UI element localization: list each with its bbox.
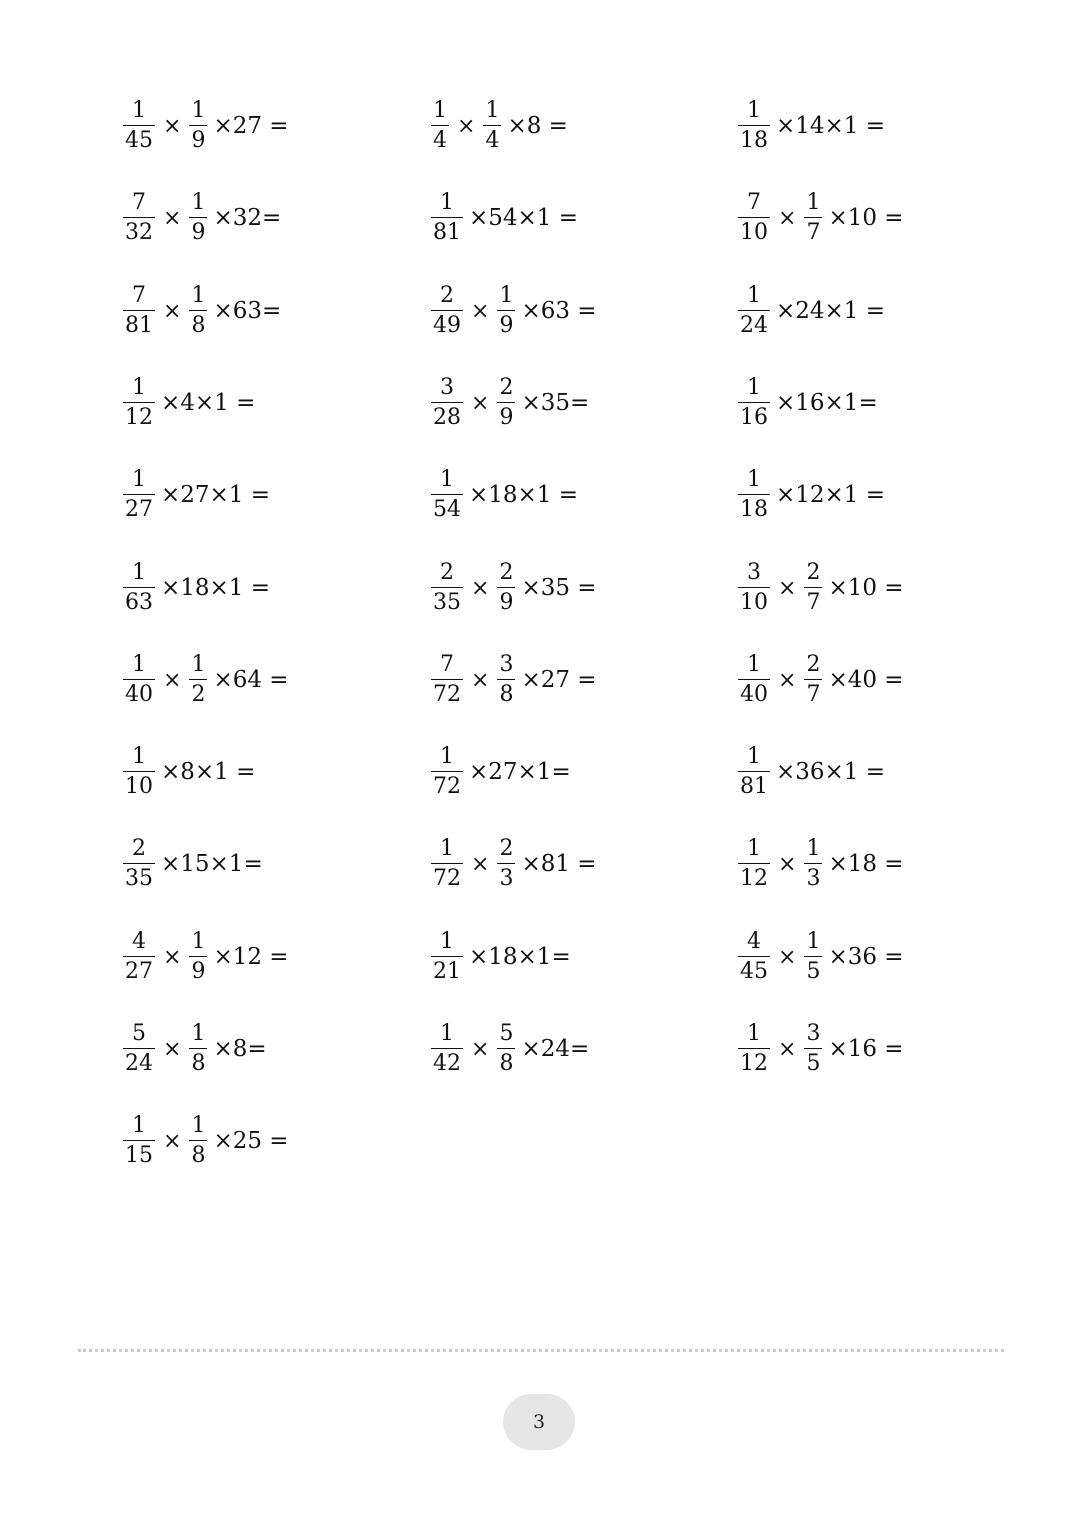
problem-item (121, 834, 263, 894)
problem-item (736, 188, 904, 248)
fraction-numerator: 1 (747, 1021, 761, 1046)
fraction-denominator: 8 (189, 1048, 207, 1075)
fraction-denominator: 9 (497, 310, 515, 337)
fraction (431, 838, 463, 890)
fraction-denominator: 27 (123, 956, 155, 983)
expression-tail: ×10 = (828, 205, 904, 231)
fraction-numerator: 2 (440, 560, 454, 585)
times-operator: × (163, 113, 182, 139)
expression-tail: ×63= (213, 298, 282, 324)
fraction-numerator: 1 (191, 190, 206, 215)
fraction-denominator: 8 (497, 679, 515, 706)
fraction (123, 192, 155, 244)
fraction (431, 469, 463, 521)
fraction-numerator: 1 (440, 1021, 454, 1046)
fraction (804, 1023, 822, 1075)
problem-item (736, 373, 878, 433)
footer-divider (78, 1349, 1004, 1352)
problem-item (429, 96, 568, 156)
times-operator: × (778, 851, 797, 877)
fraction (189, 285, 207, 337)
expression-tail: ×32= (213, 205, 282, 231)
problem-item (429, 927, 571, 987)
fraction-numerator: 1 (132, 467, 146, 492)
expression-tail: ×27×1= (469, 759, 571, 785)
expression-tail: ×16×1= (776, 390, 878, 416)
problem-item (429, 834, 597, 894)
expression-tail: ×27 = (213, 113, 289, 139)
problem-item (121, 373, 255, 433)
fraction (123, 562, 155, 614)
fraction-numerator: 1 (485, 98, 500, 123)
expression-tail: ×63 = (521, 298, 597, 324)
expression-tail: ×15×1= (161, 851, 263, 877)
fraction-numerator: 1 (132, 652, 146, 677)
fraction-numerator: 2 (499, 375, 514, 400)
fraction (123, 746, 155, 798)
fraction-numerator: 1 (191, 283, 206, 308)
expression-tail: ×10 = (828, 575, 904, 601)
problem-item (429, 742, 571, 802)
fraction-numerator: 1 (747, 375, 761, 400)
fraction (189, 192, 207, 244)
problem-item (429, 281, 597, 341)
fraction-numerator: 1 (806, 836, 821, 861)
fraction-numerator: 1 (747, 652, 761, 677)
fraction-denominator: 4 (483, 125, 501, 152)
fraction-denominator: 8 (189, 310, 207, 337)
page-number-badge (503, 1394, 575, 1450)
fraction-numerator: 1 (440, 929, 454, 954)
fraction (123, 285, 155, 337)
fraction-numerator: 1 (499, 283, 514, 308)
fraction (189, 654, 207, 706)
fraction-numerator: 5 (499, 1021, 514, 1046)
problem-item (736, 1019, 904, 1079)
fraction-denominator: 4 (431, 125, 449, 152)
fraction-denominator: 81 (123, 310, 155, 337)
problem-item (121, 1111, 289, 1171)
times-operator: × (778, 575, 797, 601)
fraction-denominator: 40 (738, 679, 770, 706)
fraction-numerator: 1 (440, 836, 454, 861)
expression-tail: ×18×1 = (161, 575, 271, 601)
fraction-denominator: 24 (738, 310, 770, 337)
fraction-denominator: 16 (738, 402, 770, 429)
fraction-denominator: 18 (738, 125, 770, 152)
fraction-numerator: 1 (433, 98, 447, 123)
fraction (738, 1023, 770, 1075)
problem-item (121, 558, 270, 618)
fraction-numerator: 1 (132, 1113, 146, 1138)
fraction-numerator: 1 (191, 929, 206, 954)
page-number: 3 (532, 1411, 546, 1433)
fraction (497, 838, 515, 890)
fraction-numerator: 2 (440, 283, 454, 308)
fraction-denominator: 28 (431, 402, 463, 429)
expression-tail: ×18×1 = (469, 482, 579, 508)
fraction-numerator: 7 (440, 652, 454, 677)
fraction (738, 746, 770, 798)
expression-tail: ×24×1 = (776, 298, 886, 324)
fraction-numerator: 1 (191, 1113, 206, 1138)
expression-tail: ×35 = (521, 575, 597, 601)
problem-item (121, 188, 281, 248)
times-operator: × (163, 667, 182, 693)
fraction (738, 469, 770, 521)
fraction (123, 931, 155, 983)
fraction-numerator: 1 (191, 98, 206, 123)
expression-tail: ×4×1 = (161, 390, 256, 416)
fraction-numerator: 2 (499, 560, 514, 585)
times-operator: × (163, 944, 182, 970)
times-operator: × (471, 851, 490, 877)
fraction-numerator: 3 (440, 375, 454, 400)
problem-item (736, 927, 904, 987)
fraction (431, 654, 463, 706)
fraction-numerator: 7 (747, 190, 761, 215)
fraction-denominator: 8 (189, 1140, 207, 1167)
expression-tail: ×81 = (521, 851, 597, 877)
problem-item (429, 373, 589, 433)
fraction (738, 192, 770, 244)
fraction-denominator: 72 (431, 863, 463, 890)
fraction-numerator: 4 (132, 929, 146, 954)
problem-item (429, 558, 597, 618)
times-operator: × (778, 1036, 797, 1062)
fraction (497, 654, 515, 706)
fraction-denominator: 35 (123, 863, 155, 890)
fraction-denominator: 49 (431, 310, 463, 337)
fraction (189, 1023, 207, 1075)
fraction-denominator: 21 (431, 956, 463, 983)
fraction-denominator: 24 (123, 1048, 155, 1075)
times-operator: × (163, 205, 182, 231)
fraction-denominator: 7 (804, 679, 822, 706)
times-operator: × (163, 1128, 182, 1154)
fraction-numerator: 3 (499, 652, 514, 677)
times-operator: × (163, 1036, 182, 1062)
fraction-denominator: 18 (738, 494, 770, 521)
fraction-numerator: 1 (191, 652, 206, 677)
fraction-denominator: 81 (431, 217, 463, 244)
problem-item (736, 558, 904, 618)
fraction-denominator: 15 (123, 1140, 155, 1167)
fraction (431, 192, 463, 244)
fraction (123, 100, 155, 152)
fraction-numerator: 7 (132, 190, 146, 215)
fraction-denominator: 3 (804, 863, 822, 890)
expression-tail: ×18×1= (469, 944, 571, 970)
problem-item (736, 465, 885, 525)
fraction-denominator: 9 (497, 402, 515, 429)
expression-tail: ×14×1 = (776, 113, 886, 139)
fraction (123, 377, 155, 429)
fraction-denominator: 5 (804, 1048, 822, 1075)
fraction-numerator: 1 (440, 467, 454, 492)
fraction-denominator: 72 (431, 771, 463, 798)
expression-tail: ×64 = (213, 667, 289, 693)
fraction (738, 654, 770, 706)
fraction-denominator: 9 (189, 125, 207, 152)
fraction-numerator: 1 (747, 467, 761, 492)
fraction-denominator: 54 (431, 494, 463, 521)
fraction-numerator: 2 (806, 560, 821, 585)
expression-tail: ×25 = (213, 1128, 289, 1154)
fraction-numerator: 1 (440, 190, 454, 215)
times-operator: × (457, 113, 476, 139)
problem-item (121, 281, 281, 341)
problem-item (121, 650, 289, 710)
fraction-denominator: 7 (804, 217, 822, 244)
fraction-numerator: 2 (806, 652, 821, 677)
fraction-denominator: 10 (738, 587, 770, 614)
fraction-numerator: 3 (806, 1021, 821, 1046)
fraction-denominator: 8 (497, 1048, 515, 1075)
fraction (738, 562, 770, 614)
fraction (123, 1115, 155, 1167)
fraction-numerator: 5 (132, 1021, 146, 1046)
problem-item (121, 465, 270, 525)
expression-tail: ×54×1 = (469, 205, 579, 231)
times-operator: × (778, 205, 797, 231)
problem-item (736, 281, 885, 341)
fraction (431, 746, 463, 798)
fraction-denominator: 3 (497, 863, 515, 890)
expression-tail: ×27 = (521, 667, 597, 693)
fraction (431, 1023, 463, 1075)
fraction (123, 838, 155, 890)
problem-item (736, 650, 904, 710)
times-operator: × (471, 575, 490, 601)
problem-item (121, 1019, 267, 1079)
expression-tail: ×12 = (213, 944, 289, 970)
expression-tail: ×36 = (828, 944, 904, 970)
fraction-numerator: 2 (499, 836, 514, 861)
fraction-numerator: 4 (747, 929, 761, 954)
fraction-denominator: 12 (123, 402, 155, 429)
times-operator: × (778, 667, 797, 693)
fraction (804, 192, 822, 244)
fraction (497, 1023, 515, 1075)
fraction (497, 377, 515, 429)
problem-item (736, 834, 904, 894)
fraction-denominator: 12 (738, 863, 770, 890)
expression-tail: ×40 = (828, 667, 904, 693)
fraction-denominator: 2 (189, 679, 207, 706)
fraction (738, 838, 770, 890)
fraction (189, 100, 207, 152)
problem-item (429, 1019, 589, 1079)
expression-tail: ×8= (213, 1036, 267, 1062)
fraction-denominator: 45 (738, 956, 770, 983)
expression-tail: ×8 = (507, 113, 568, 139)
fraction-denominator: 10 (738, 217, 770, 244)
fraction-numerator: 1 (440, 744, 454, 769)
fraction-numerator: 2 (132, 836, 146, 861)
fraction (123, 1023, 155, 1075)
fraction (189, 1115, 207, 1167)
problem-item (121, 96, 289, 156)
fraction (497, 562, 515, 614)
problem-item (429, 650, 597, 710)
fraction-denominator: 81 (738, 771, 770, 798)
problem-item (736, 96, 885, 156)
problem-item (121, 742, 255, 802)
fraction (123, 654, 155, 706)
fraction-numerator: 1 (747, 744, 761, 769)
fraction (497, 285, 515, 337)
fraction (738, 377, 770, 429)
times-operator: × (471, 390, 490, 416)
fraction-numerator: 1 (747, 98, 761, 123)
problem-item (736, 742, 885, 802)
expression-tail: ×35= (521, 390, 590, 416)
fraction (431, 377, 463, 429)
fraction-denominator: 40 (123, 679, 155, 706)
fraction (431, 562, 463, 614)
fraction (123, 469, 155, 521)
fraction-numerator: 1 (191, 1021, 206, 1046)
fraction-denominator: 9 (189, 217, 207, 244)
expression-tail: ×27×1 = (161, 482, 271, 508)
problem-item (121, 927, 289, 987)
times-operator: × (163, 298, 182, 324)
fraction-numerator: 1 (747, 836, 761, 861)
times-operator: × (778, 944, 797, 970)
fraction-denominator: 32 (123, 217, 155, 244)
fraction-denominator: 7 (804, 587, 822, 614)
fraction-numerator: 1 (806, 929, 821, 954)
fraction-denominator: 9 (497, 587, 515, 614)
fraction-denominator: 63 (123, 587, 155, 614)
fraction-denominator: 35 (431, 587, 463, 614)
fraction-numerator: 7 (132, 283, 146, 308)
fraction (483, 100, 501, 152)
times-operator: × (471, 667, 490, 693)
fraction (431, 100, 449, 152)
times-operator: × (471, 1036, 490, 1062)
problem-item (429, 188, 578, 248)
expression-tail: ×12×1 = (776, 482, 886, 508)
fraction-denominator: 5 (804, 956, 822, 983)
fraction-denominator: 27 (123, 494, 155, 521)
expression-tail: ×8×1 = (161, 759, 256, 785)
problem-item (429, 465, 578, 525)
expression-tail: ×36×1 = (776, 759, 886, 785)
fraction (738, 100, 770, 152)
fraction (804, 654, 822, 706)
times-operator: × (471, 298, 490, 324)
fraction-denominator: 12 (738, 1048, 770, 1075)
fraction-numerator: 1 (132, 744, 146, 769)
fraction-denominator: 72 (431, 679, 463, 706)
fraction-numerator: 1 (132, 375, 146, 400)
fraction-denominator: 42 (431, 1048, 463, 1075)
fraction (738, 285, 770, 337)
fraction (431, 285, 463, 337)
fraction-denominator: 45 (123, 125, 155, 152)
fraction-numerator: 1 (806, 190, 821, 215)
fraction-denominator: 10 (123, 771, 155, 798)
fraction (189, 931, 207, 983)
fraction-denominator: 9 (189, 956, 207, 983)
expression-tail: ×18 = (828, 851, 904, 877)
fraction (431, 931, 463, 983)
fraction-numerator: 1 (132, 98, 146, 123)
fraction-numerator: 1 (132, 560, 146, 585)
fraction (804, 838, 822, 890)
fraction (804, 931, 822, 983)
expression-tail: ×16 = (828, 1036, 904, 1062)
fraction (738, 931, 770, 983)
fraction-numerator: 1 (747, 283, 761, 308)
expression-tail: ×24= (521, 1036, 590, 1062)
fraction (804, 562, 822, 614)
fraction-numerator: 3 (747, 560, 761, 585)
